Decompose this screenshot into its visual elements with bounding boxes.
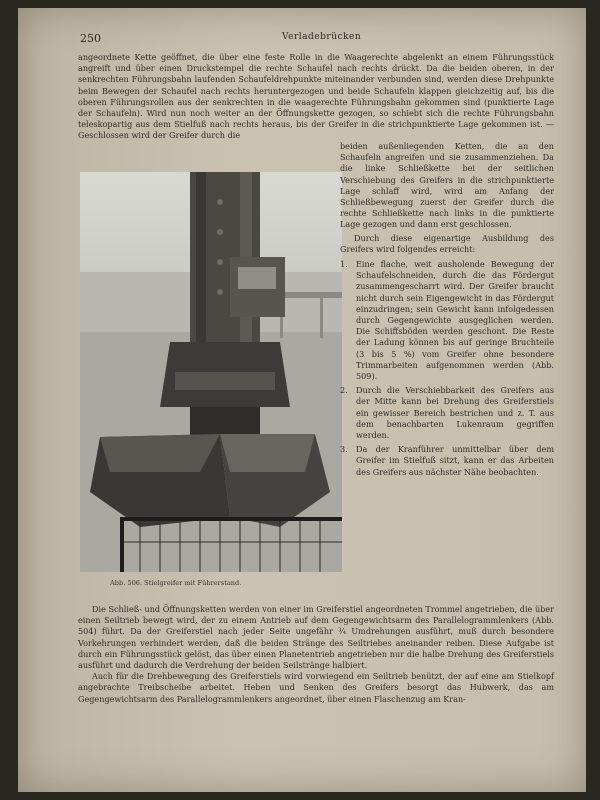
bottom-paragraph-2: Auch für die Drehbewegung des Greiferstiels wird vorwiegend ein Seiltrieb benützt, der auf eine am Stielkopf angebrachte Treibscheibe arbeitet. Heben und Senken des Greifers besorgt das Hubwerk, das am Gegengewichtsarm des Parallelogrammlenkers angeordnet, über einen Flaschenzug am Kran-: [78, 671, 554, 704]
list-number: 3.: [340, 444, 348, 455]
bottom-section: [78, 604, 554, 705]
bottom-paragraph-1: Die Schließ- und Öffnungsketten werden von einer im Greiferstiel angeordneten Trommel angetrieben, die über einen Seiltrieb bewegt wird, der zu einem Antrieb auf dem Gegengewichtsarm des Parallelogrammlenkers (Abb. 504) führt. Da der Greiferstiel nach jeder Seite ungefähr ¾ Umdrehungen ausführt, muß durch besondere Vorkehrungen verhindert werden, daß die beiden Stränge des Seiltriebes aneinander reiben. Diese Aufgabe ist durch ein Führungsstück gelöst, das über einen Planetentrieb angetrieben nur die halbe Drehung des Greiferstiels ausführt und dadurch die Verdrehung der beiden Seilstränge halbiert.: [78, 604, 554, 671]
list-text: Da der Kranführer unmittelbar über dem Greifer im Stielfuß sitzt, kann er das Arbeiten des Greifers aus nächster Nähe beobachten.: [356, 444, 554, 477]
list-text: Eine flache, weit ausholende Bewegung der Schaufelschneiden, durch die das Fördergut zusammengescharrt wird. Der Greifer braucht nicht durch sein Eigengewicht in das Fördergut einzudringen; sein Gewicht kann infolgedessen durch Gegengewichte ausgeglichen werden. Die Schiffsböden werden geschont. Die Reste der Ladung können bis auf geringe Bruchteile (3 bis 5 %) vom Greifer ohne besondere Trimmarbeiten aufgenommen werden (Abb. 509).: [356, 259, 554, 382]
list-number: 1.: [340, 259, 348, 270]
list-item: [340, 259, 554, 382]
running-title: Verladebrücken: [282, 32, 362, 42]
right-column: [340, 141, 554, 481]
running-header: [18, 32, 586, 48]
top-paragraph: angeordnete Kette geöffnet, die über eine feste Rolle in die Waagerechte abgelenkt an einem Führungsstück angreift und über einen Druckstempel die rechte Schaufel nach rechts drückt. Da die beiden oberen, in der senkrechten Führungsbahn laufenden Schaufeldrehpunkte miteinander verbunden sind, werden diese Drehpunkte beim Bewegen der Schaufel nach rechts heruntergezogen und beide Schaufeln klappen gleichzeitig auf, bis die oberen Führungsrollen aus der senkrechten in die waagerechte Führungsbahn gekommen sind (punktierte Lage der Schaufeln). Wird nun noch weiter an der Öffnungskette gezogen, so schiebt sich die rechte Führungsbahn teleskopartig aus dem Stielfuß nach rechts heraus, bis der Greifer in die strichpunktierte Lage gekommen ist. — Geschlossen wird der Greifer durch die: [78, 52, 554, 141]
grab-photo: [80, 172, 342, 572]
list-text: Durch die Verschiebbarkeit des Greifers aus der Mitte kann bei Drehung des Greiferstiels ein gewisser Bereich bestrichen und z. T. aus dem benachbarten Lukenraum gegriffen werden.: [356, 385, 554, 441]
book-page: [18, 8, 586, 792]
list-item: [340, 385, 554, 441]
right-paragraph-2: Durch diese eigenartige Ausbildung des Greifers wird folgendes erreicht:: [340, 232, 554, 254]
figure-caption: Abb. 506. Stielgreifer mit Führerstand.: [110, 579, 242, 587]
advantages-list: [340, 259, 554, 478]
right-paragraph-1: beiden außenliegenden Ketten, die an den Schaufeln angreifen und sie zusammenziehen. Da die linke Schließkette bei der seitlichen Verschiebung des Greifers in die strichpunktierte Lage schlaff wird, wird am Anfang der Schließbewegung zuerst der Greifer durch die rechte Schließkette nach links in die punktierte Lage gezogen und dann erst geschlossen.: [340, 141, 554, 230]
list-number: 2.: [340, 385, 348, 396]
grab-illustration: [80, 172, 342, 572]
list-item: [340, 444, 554, 478]
page-number: 250: [80, 32, 101, 45]
